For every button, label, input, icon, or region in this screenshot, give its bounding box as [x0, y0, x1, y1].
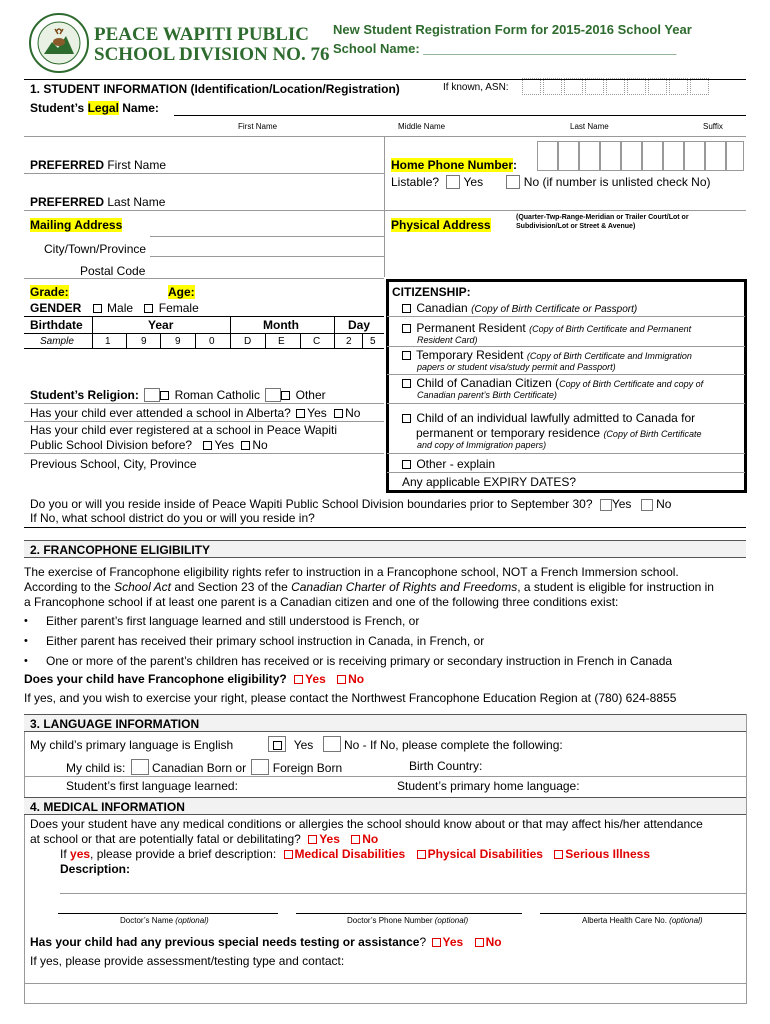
health-care-text: Alberta Health Care No. [582, 916, 667, 925]
citizenship-other [402, 457, 495, 471]
other-explain-label: Other - explain [416, 457, 496, 471]
reside-no-checkbox[interactable] [641, 499, 653, 511]
serious-illness-label: Serious Illness [565, 847, 650, 861]
reside-no-label: No [656, 497, 672, 511]
registered-no-checkbox[interactable] [241, 441, 250, 450]
registered-q1: Has your child ever registered at a school in Peace Wapiti [30, 423, 338, 437]
child-cc-label: Child of Canadian Citizen ( [416, 376, 560, 390]
description-label: Description: [60, 862, 131, 876]
foreign-born-checkbox[interactable] [251, 759, 269, 775]
roman-catholic-label: Roman Catholic [174, 388, 260, 402]
asn-box[interactable] [543, 78, 562, 95]
mailing-address-label [30, 218, 122, 232]
physical-disabilities-label: Physical Disabilities [427, 847, 543, 861]
day-label: Day [348, 318, 371, 332]
legal-name-pre: Student’s [30, 101, 88, 115]
asn-box[interactable] [564, 78, 583, 95]
postal-code-label: Postal Code [80, 264, 146, 278]
asn-box[interactable] [690, 78, 709, 95]
francophone-p1: The exercise of Francophone eligibility rights refer to instruction in a Francophone school, NOT a French Immersion school. [24, 565, 679, 579]
physical-disabilities-checkbox[interactable] [417, 850, 426, 859]
school-name-label: School Name: ___________________________________ [333, 41, 677, 56]
p2c: and Section 23 of the [170, 580, 292, 594]
sample-digit: 9 [141, 336, 147, 347]
canadian-born-label: Canadian Born or [152, 761, 247, 775]
section-4-title: 4. MEDICAL INFORMATION [30, 800, 185, 814]
admitted-line2-row [416, 426, 701, 440]
expiry-dates-label: Any applicable EXPIRY DATES? [402, 475, 577, 489]
preferred-last-label [30, 195, 165, 209]
medical-if-yes-row [60, 847, 650, 861]
registered-q2: Public School Division before? [30, 438, 193, 452]
postal-code-input[interactable] [24, 278, 384, 279]
reside-question: Do you or will you reside inside of Peace Wapiti Public School Division boundaries prior to September 30? [30, 497, 593, 511]
primary-language-options [268, 736, 563, 752]
optional-1: (optional) [175, 916, 209, 925]
physical-address-label [391, 218, 491, 232]
special-yes-label: Yes [442, 935, 464, 949]
primary-language-row [30, 738, 233, 752]
foreign-born-label: Foreign Born [272, 761, 343, 775]
col-middle-name: Middle Name [398, 122, 446, 131]
citizenship-label: CITIZENSHIP: [392, 285, 471, 299]
phone-digit-box[interactable] [726, 141, 744, 171]
phone-digit-box[interactable] [579, 141, 600, 171]
bullet-icon: • [24, 635, 28, 647]
previous-school-label: Previous School, City, Province [30, 457, 197, 471]
francophone-no-checkbox[interactable] [337, 675, 346, 684]
preferred-first-input[interactable] [24, 173, 384, 174]
primary-no-checkbox[interactable] [323, 736, 341, 752]
medical-yes-checkbox[interactable] [308, 835, 317, 844]
grade-label [30, 285, 69, 299]
perm-res-note1: (Copy of Birth Certificate and Permanent [529, 324, 692, 334]
health-care-label [582, 916, 703, 925]
section-2-title: 2. FRANCOPHONE ELIGIBILITY [30, 543, 211, 557]
doctor-phone-text: Doctor’s Phone Number [347, 916, 433, 925]
francophone-no-label: No [348, 672, 365, 686]
medical-disabilities-checkbox[interactable] [284, 850, 293, 859]
attended-no-label: No [345, 406, 361, 420]
home-phone-colon: : [513, 158, 518, 172]
listable-yes-label: Yes [463, 175, 484, 189]
citizenship-perm-res [402, 321, 691, 335]
attended-row [30, 406, 360, 420]
canadian-checkbox[interactable] [402, 304, 411, 313]
division-logo [28, 12, 90, 74]
reside-if-no: If No, what school district do you or will you reside in? [30, 511, 315, 525]
male-label: Male [107, 301, 134, 315]
section-4-heading [24, 797, 746, 815]
phone-digit-box[interactable] [663, 141, 684, 171]
registered-no-label: No [252, 438, 268, 452]
sample-digit: E [278, 336, 285, 347]
listable-yes-checkbox[interactable] [446, 175, 460, 189]
form-title: New Student Registration Form for 2015-2016 School Year [333, 22, 692, 37]
physical-address-note: (Quarter-Twp-Range-Meridian or Trailer Court/Lot or Subdivision/Lot or Street & Avenue) [516, 214, 689, 230]
primary-yes-checkbox[interactable] [273, 741, 282, 750]
doctor-name-input[interactable] [58, 913, 278, 914]
sample-digit: 9 [175, 336, 181, 347]
phone-digit-box[interactable] [705, 141, 726, 171]
legal-name-label [30, 101, 159, 115]
medical-no-checkbox[interactable] [351, 835, 360, 844]
religion-row [30, 388, 326, 402]
female-checkbox[interactable] [144, 304, 153, 313]
legal-name-input[interactable] [174, 115, 746, 116]
asn-label: If known, ASN: [443, 82, 509, 93]
optional-2: (optional) [434, 916, 469, 925]
legal-name-post: Name: [118, 101, 159, 115]
reside-row [30, 497, 671, 511]
medical-no-label: No [362, 832, 379, 846]
listable-no-checkbox[interactable] [506, 175, 520, 189]
if-yes: yes [70, 847, 91, 861]
asn-box[interactable] [606, 78, 625, 95]
attended-yes-checkbox[interactable] [296, 409, 305, 418]
home-phone-label [391, 158, 517, 172]
francophone-yes-label: Yes [305, 672, 326, 686]
preferred-first-label [30, 158, 166, 172]
francophone-bullet-1: Either parent’s first language learned and still understood is French, or [46, 614, 420, 628]
temp-res-label: Temporary Resident [416, 348, 524, 362]
home-language-label: Student’s primary home language: [397, 779, 580, 793]
preferred-last-text: Last Name [104, 195, 166, 209]
p2e: , a student is eligible for instruction in [517, 580, 714, 594]
admitted-note2: and copy of Immigration papers) [417, 440, 547, 450]
citizenship-temp-res [402, 348, 692, 362]
if-post: , please provide a brief description: [90, 847, 277, 861]
section-3-heading [24, 714, 746, 732]
sample-digit: 2 [346, 336, 352, 347]
admitted-note1: (Copy of Birth Certificate [603, 429, 702, 439]
rc-box-icon [160, 391, 169, 400]
citizenship-child-cc [402, 376, 703, 390]
francophone-p3: a Francophone school if at least one parent is a Canadian citizen and one of the following three conditions exist: [24, 595, 619, 609]
col-last-name: Last Name [570, 122, 609, 131]
medical-yes-label: Yes [319, 832, 340, 846]
citizenship-admitted [402, 411, 695, 425]
legal-highlight: Legal [87, 101, 119, 115]
primary-no-label: No - If No, please complete the following: [343, 738, 563, 752]
special-needs-qmark: ? [419, 935, 427, 949]
temp-res-note2: papers or student visa/study permit and Passport) [417, 362, 616, 372]
asn-box[interactable] [648, 78, 667, 95]
section-1-title: 1. STUDENT INFORMATION (Identification/Location/Registration) [30, 82, 400, 96]
col-first-name: First Name [238, 122, 278, 131]
medical-q1: Does your student have any medical conditions or allergies the school should know about or that may affect his/her attendance [30, 817, 703, 831]
city-label: City/Town/Province [44, 242, 147, 256]
first-language-label: Student’s first language learned: [66, 779, 238, 793]
org-name-line1: PEACE WAPITI PUBLIC [94, 24, 310, 45]
attended-no-checkbox[interactable] [334, 409, 343, 418]
age-highlight: Age: [168, 285, 195, 299]
phone-digit-box[interactable] [600, 141, 621, 171]
medical-q2-row [30, 832, 378, 846]
org-name-line2: SCHOOL DIVISION NO. 76 [94, 44, 330, 65]
primary-language-question: My child’s primary language is English [30, 738, 234, 752]
age-label [168, 285, 195, 299]
canadian-label: Canadian [416, 301, 468, 315]
other-box-icon [281, 391, 290, 400]
home-phone-highlight: Home Phone Number [391, 158, 514, 172]
child-cc-note1: Copy of Birth Certificate and copy of [559, 379, 704, 389]
listable-label: Listable? [391, 175, 440, 189]
special-needs-row [30, 935, 502, 949]
doctor-phone-label [347, 916, 468, 925]
asn-box[interactable] [669, 78, 688, 95]
child-cc-note2: Canadian parent’s Birth Certificate) [417, 390, 557, 400]
francophone-question-row [24, 672, 364, 686]
mailing-highlight: Mailing Address [30, 218, 123, 232]
female-label: Female [158, 301, 199, 315]
birthdate-label: Birthdate [30, 318, 83, 332]
if-pre: If [60, 847, 71, 861]
preferred-last-input[interactable] [24, 210, 746, 211]
sample-digit: D [244, 336, 252, 347]
asn-box[interactable] [627, 78, 646, 95]
phone-digit-box[interactable] [684, 141, 705, 171]
asn-box[interactable] [522, 78, 541, 95]
doctor-name-label [120, 916, 209, 925]
religion-other-checkbox[interactable] [265, 388, 281, 402]
male-checkbox[interactable] [93, 304, 102, 313]
perm-res-label: Permanent Resident [416, 321, 526, 335]
other-explain-checkbox[interactable] [402, 460, 411, 469]
phone-digit-box[interactable] [558, 141, 579, 171]
city-input[interactable] [150, 256, 384, 257]
francophone-bullet-2: Either parent has received their primary school instruction in Canada, in French, or [46, 634, 485, 648]
canadian-note: (Copy of Birth Certificate or Passport) [471, 304, 638, 315]
sample-digit: 5 [370, 336, 376, 347]
listable-row [391, 175, 711, 189]
gender-row [30, 301, 199, 315]
serious-illness-checkbox[interactable] [554, 850, 563, 859]
asn-box[interactable] [585, 78, 604, 95]
phone-digit-box[interactable] [642, 141, 663, 171]
citizenship-canadian [402, 301, 637, 315]
optional-3: (optional) [669, 916, 703, 925]
special-needs-question: Has your child had any previous special needs testing or assistance [30, 935, 420, 949]
canadian-born-checkbox[interactable] [131, 759, 149, 775]
francophone-p2 [24, 580, 714, 594]
doctor-phone-input[interactable] [296, 913, 522, 914]
francophone-yes-checkbox[interactable] [294, 675, 303, 684]
reside-yes-label: Yes [611, 497, 632, 511]
special-yes-checkbox[interactable] [432, 938, 441, 947]
col-suffix: Suffix [703, 122, 723, 131]
perm-res-note2: Resident Card) [417, 335, 478, 345]
attended-yes-label: Yes [307, 406, 327, 420]
reside-yes-checkbox[interactable] [600, 499, 612, 511]
special-no-checkbox[interactable] [475, 938, 484, 947]
assessment-label: If yes, please provide assessment/testing type and contact: [30, 954, 345, 968]
doctor-name-text: Doctor’s Name [120, 916, 174, 925]
francophone-contact: If yes, and you wish to exercise your right, please contact the Northwest Francophone Education Region at (780) 624-8855 [24, 691, 677, 705]
sample-digit: C [313, 336, 321, 347]
sample-digit: 0 [209, 336, 215, 347]
francophone-bullet-3: One or more of the parent’s children has received or is receiving primary or secondary instruction in French in Canada [46, 654, 673, 668]
p2a: According to the [24, 580, 115, 594]
physical-highlight: Physical Address [391, 218, 491, 232]
preferred-first-text: First Name [104, 158, 167, 172]
mailing-address-input[interactable] [150, 236, 384, 237]
perm-res-checkbox[interactable] [402, 324, 411, 333]
month-label: Month [263, 318, 299, 332]
temp-res-checkbox[interactable] [402, 351, 411, 360]
special-no-label: No [485, 935, 502, 949]
religion-rc-checkbox[interactable] [144, 388, 160, 402]
preferred-last-bold: PREFERRED [30, 195, 105, 209]
my-child-is-label: My child is: [66, 761, 126, 775]
sample-label: Sample [40, 336, 74, 347]
preferred-first-bold: PREFERRED [30, 158, 105, 172]
medical-disabilities-label: Medical Disabilities [294, 847, 406, 861]
registered-yes-checkbox[interactable] [203, 441, 212, 450]
phone-digit-box[interactable] [537, 141, 558, 171]
attended-question: Has your child ever attended a school in Alberta? [30, 406, 291, 420]
description-input[interactable] [60, 893, 746, 894]
other-religion-label: Other [295, 388, 326, 402]
section-2-heading [24, 540, 746, 558]
sample-digit: 1 [105, 336, 111, 347]
registered-row [30, 438, 268, 452]
bullet-icon: • [24, 655, 28, 667]
francophone-question: Does your child have Francophone eligibility? [24, 672, 287, 686]
p2d: Canadian Charter of Rights and Freedoms [291, 580, 518, 594]
listable-no-label: No (if number is unlisted check No) [523, 175, 711, 189]
medical-q2: at school or that are potentially fatal or debilitating? [30, 832, 301, 846]
primary-yes-label: Yes [293, 738, 314, 752]
birth-country-label: Birth Country: [409, 759, 483, 773]
phone-digit-box[interactable] [621, 141, 642, 171]
admitted-checkbox[interactable] [402, 414, 411, 423]
temp-res-note1: (Copy of Birth Certificate and Immigration [526, 351, 692, 361]
section-3-title: 3. LANGUAGE INFORMATION [30, 717, 200, 731]
year-label: Year [148, 318, 174, 332]
admitted-line1: Child of an individual lawfully admitted to Canada for [416, 411, 696, 425]
p2b: School Act [114, 580, 171, 594]
gender-label: GENDER [30, 301, 82, 315]
child-cc-checkbox[interactable] [402, 379, 411, 388]
registered-yes-label: Yes [214, 438, 235, 452]
health-care-input[interactable] [540, 913, 746, 914]
religion-label: Student’s Religion: [30, 388, 139, 402]
admitted-line2: permanent or temporary residence [416, 426, 601, 440]
bullet-icon: • [24, 615, 28, 627]
my-child-is-row [66, 759, 342, 775]
grade-highlight: Grade: [30, 285, 69, 299]
